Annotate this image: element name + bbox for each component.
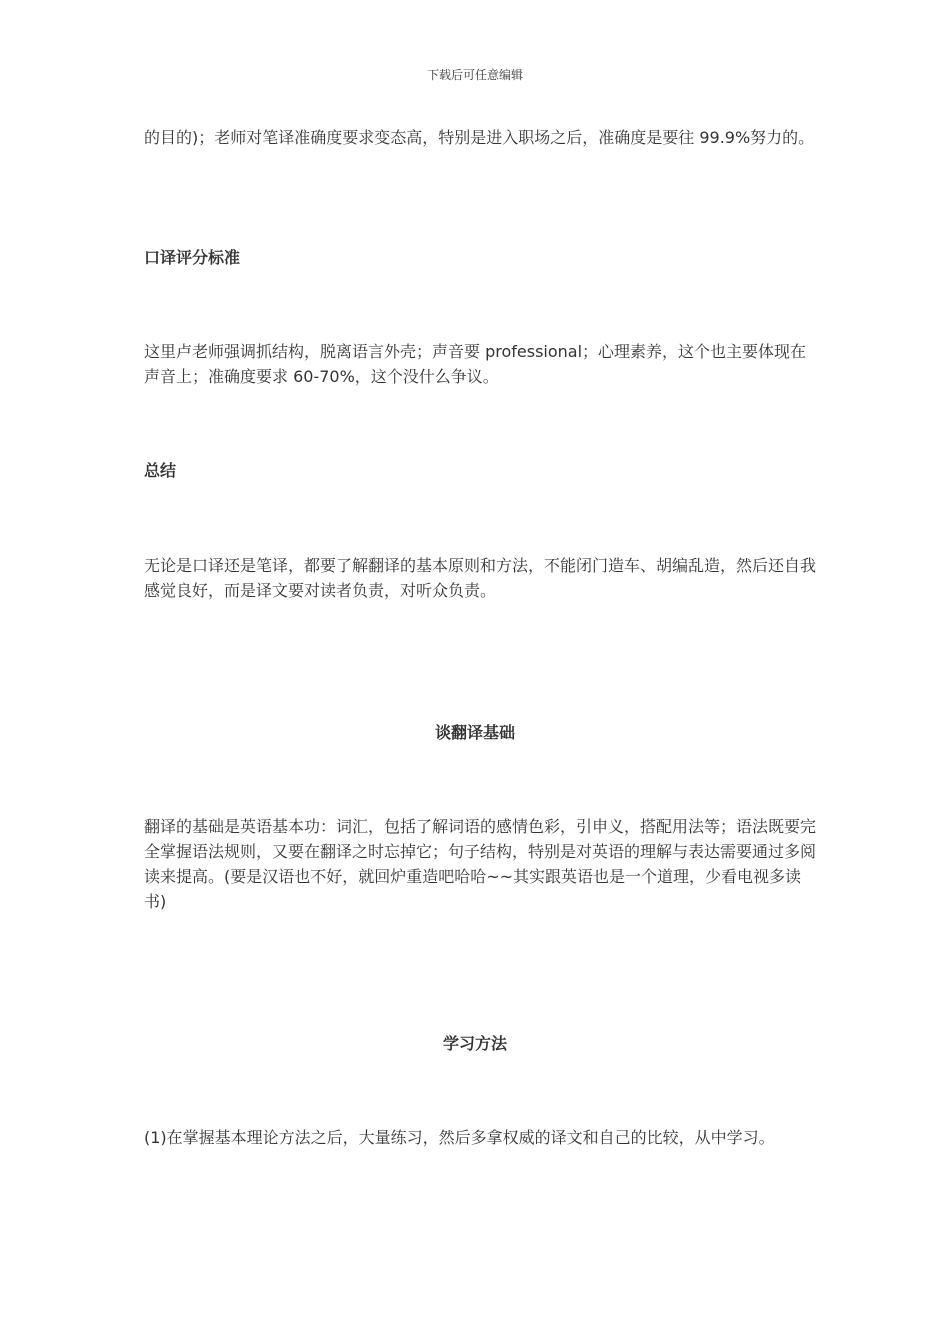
heading-learning-methods: 学习方法 — [442, 1034, 507, 1053]
page-header: 下载后可任意编辑 — [426, 68, 523, 82]
heading-translation-basics: 谈翻译基础 — [434, 723, 515, 742]
paragraph-method-1: (1)在掌握基本理论方法之后，大量练习，然后多拿权威的译文和自己的比较，从中学习。 — [144, 1128, 775, 1147]
paragraph-accuracy: 的目的)；老师对笔译准确度要求变态高，特别是进入职场之后，准确度是要往 99.9%努力的。 — [144, 128, 815, 147]
heading-interpreting-criteria: 口译评分标准 — [144, 248, 241, 267]
paragraph-interpreting: 这里卢老师强调抓结构，脱离语言外壳；声音要 professional；心理素养，这个也主要体现在声音上；准确度要求 60-70%，这个没什么争议。 — [144, 342, 807, 386]
heading-summary: 总结 — [144, 461, 177, 480]
paragraph-summary: 无论是口译还是笔译，都要了解翻译的基本原则和方法，不能闭门造车、胡编乱造，然后还自我感觉良好，而是译文要对读者负责，对听众负责。 — [144, 556, 817, 600]
paragraph-basics: 翻译的基础是英语基本功：词汇，包括了解词语的感情色彩，引申义，搭配用法等；语法既要完全掌握语法规则，又要在翻译之时忘掉它；句子结构，特别是对英语的理解与表达需要通过多阅读来提高。(要是汉语也不好，就回炉重造吧哈哈~~其实跟英语也是一个道理，少看电视多读书) — [144, 817, 817, 911]
